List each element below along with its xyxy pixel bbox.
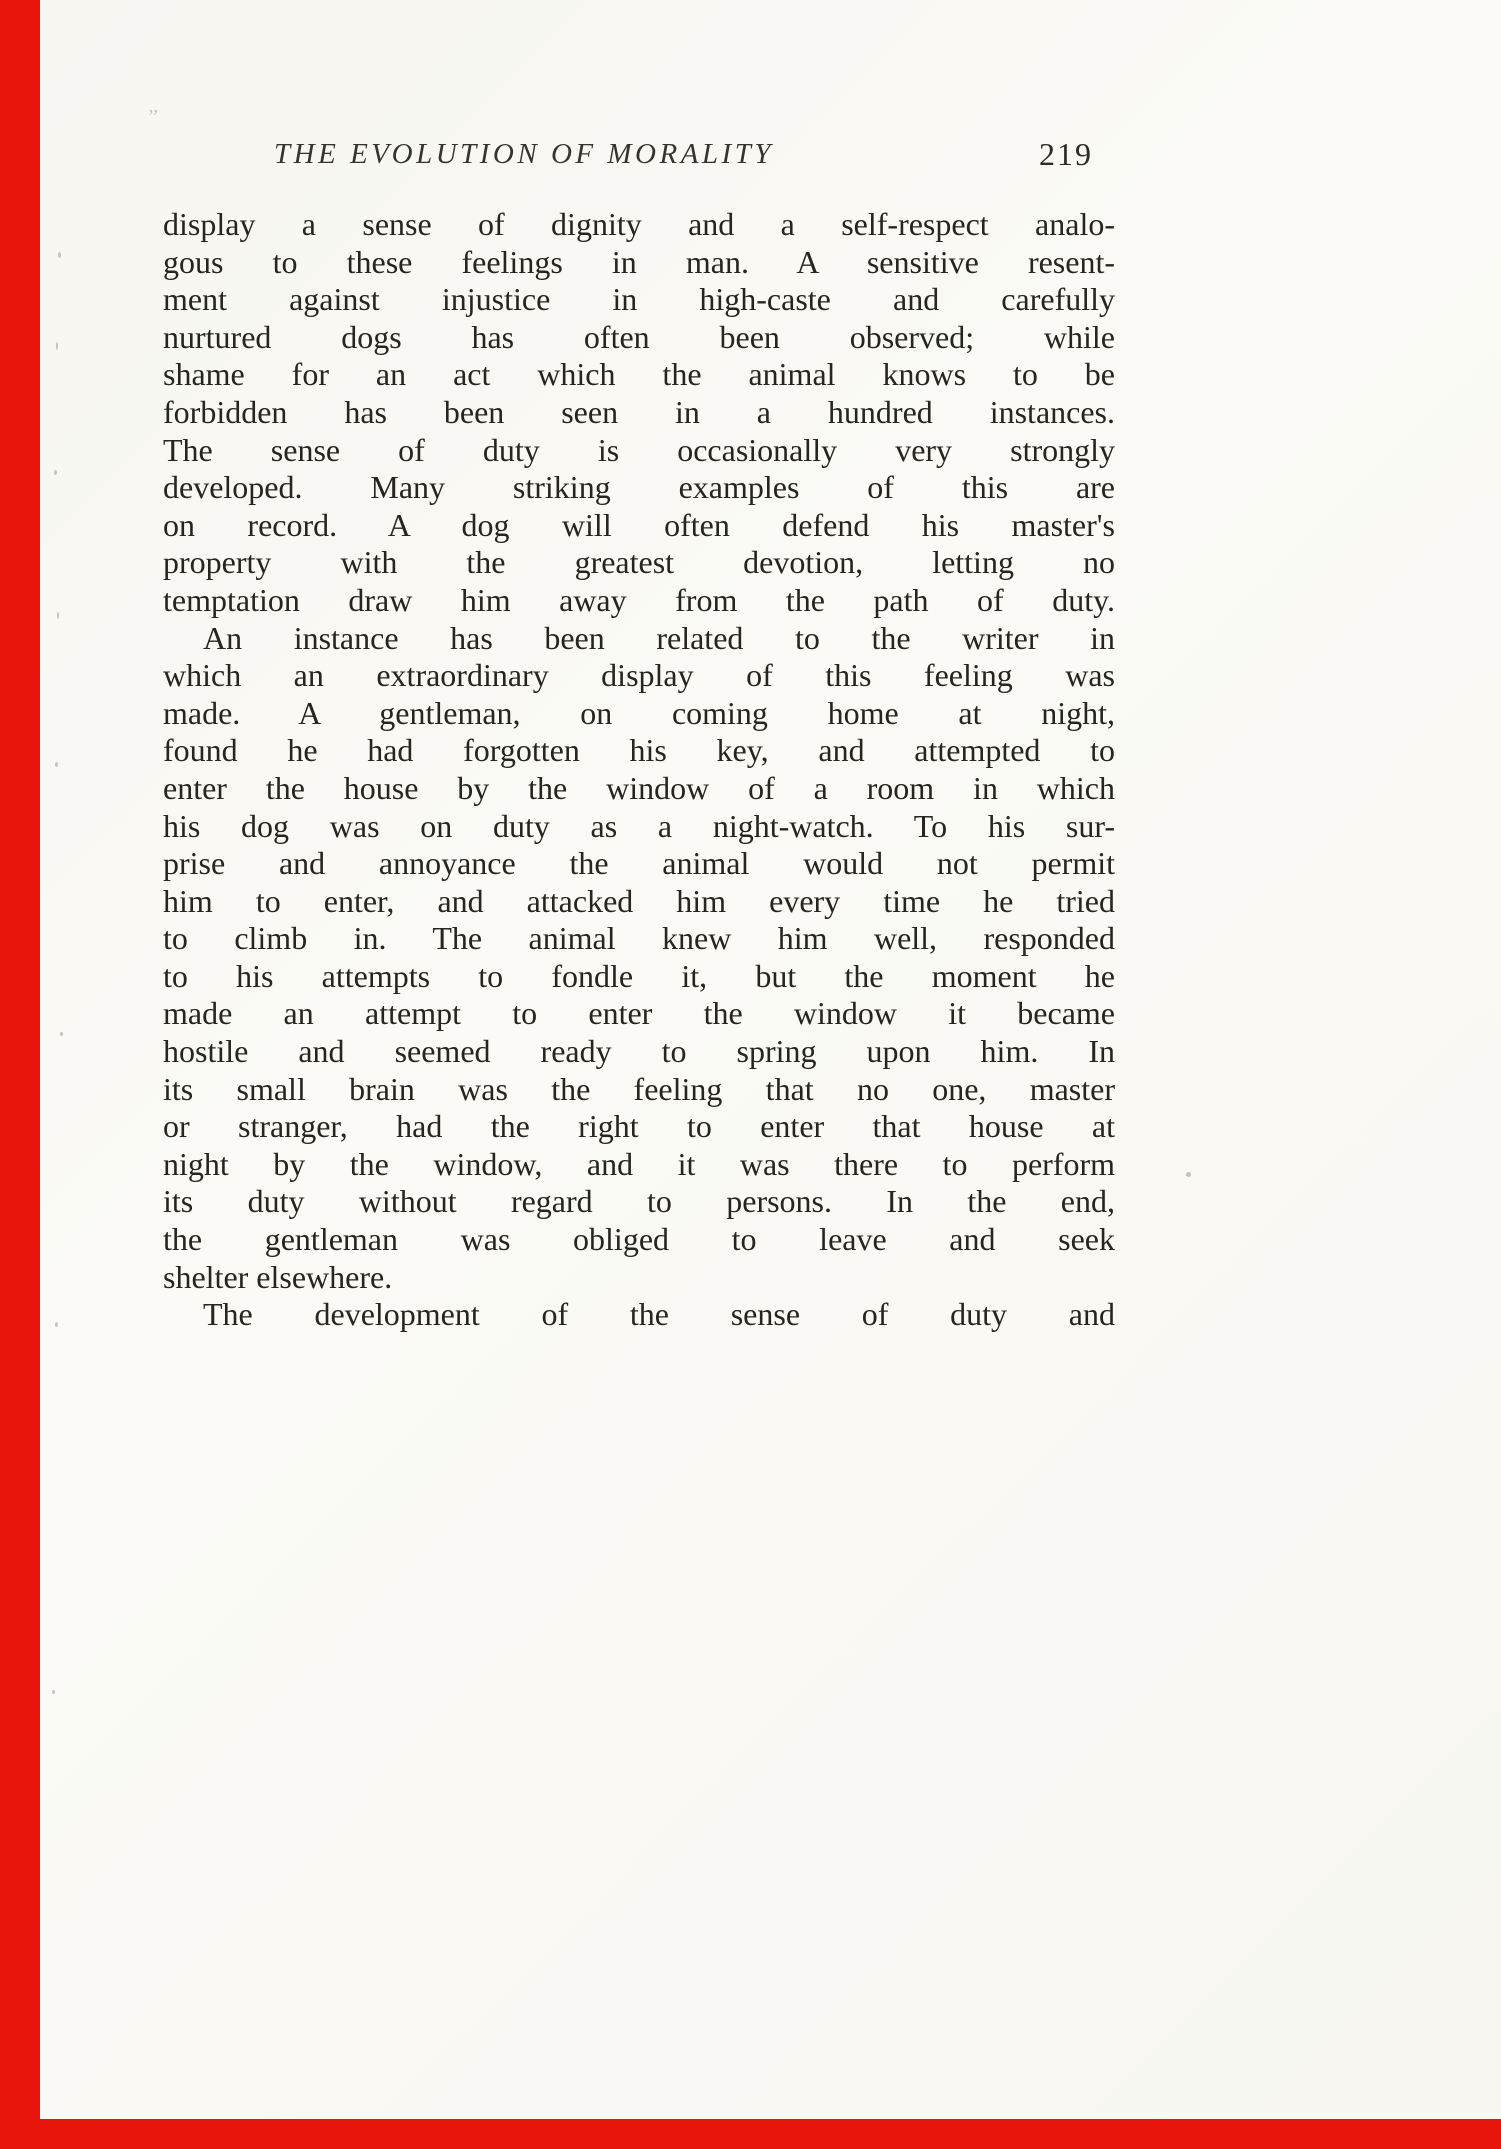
text-line: the gentleman was obliged to leave and seek xyxy=(163,1221,1115,1258)
text-line: An instance has been related to the writer in xyxy=(203,619,1115,656)
text-line: to his attempts to fondle it, but the moment he xyxy=(163,957,1115,994)
text-line: its small brain was the feeling that no one, master xyxy=(163,1070,1115,1107)
scan-speckle xyxy=(55,762,58,767)
text-line: nurtured dogs has often been observed; while xyxy=(163,318,1115,355)
text-line: his dog was on duty as a night-watch. To his sur- xyxy=(163,807,1115,844)
scan-speckle xyxy=(55,1322,58,1327)
paragraph xyxy=(163,620,1115,1297)
running-title: THE EVOLUTION OF MORALITY xyxy=(274,138,774,170)
running-head xyxy=(163,138,1115,182)
scan-speckle xyxy=(56,342,58,350)
text-line: shame for an act which the animal knows to be xyxy=(163,356,1115,393)
text-line: ment against injustice in high-caste and carefully xyxy=(163,281,1115,318)
text-line: forbidden has been seen in a hundred instances. xyxy=(163,393,1115,430)
text-line: him to enter, and attacked him every time he tried xyxy=(163,882,1115,919)
scan-speckle xyxy=(1186,1172,1191,1177)
scan-edge-bottom-strip xyxy=(0,2119,1501,2149)
text-line: night by the window, and it was there to perform xyxy=(163,1145,1115,1182)
text-line: developed. Many striking examples of this are xyxy=(163,469,1115,506)
text-line: The sense of duty is occasionally very strongly xyxy=(163,431,1115,468)
text-line: or stranger, had the right to enter that house at xyxy=(163,1108,1115,1145)
text-line: its duty without regard to persons. In the end, xyxy=(163,1183,1115,1220)
scan-mark: ’’ xyxy=(148,106,159,126)
text-line: on record. A dog will often defend his master's xyxy=(163,506,1115,543)
scan-speckle xyxy=(60,1032,63,1036)
page-number: 219 xyxy=(1039,136,1093,172)
scan-speckle xyxy=(52,1690,55,1694)
text-line: property with the greatest devotion, letting no xyxy=(163,544,1115,581)
text-line: to climb in. The animal knew him well, responded xyxy=(163,920,1115,957)
scan-speckle xyxy=(54,470,57,475)
scan-speckle xyxy=(57,612,59,619)
page-body xyxy=(163,138,1115,1334)
text-block xyxy=(163,206,1115,1334)
text-line: which an extraordinary display of this feeling was xyxy=(163,657,1115,694)
text-line: enter the house by the window of a room in which xyxy=(163,769,1115,806)
text-line: made an attempt to enter the window it became xyxy=(163,995,1115,1032)
text-line: The development of the sense of duty and xyxy=(203,1296,1115,1333)
text-line: display a sense of dignity and a self-respect analo- xyxy=(163,206,1115,242)
text-line: hostile and seemed ready to spring upon him. In xyxy=(163,1033,1115,1070)
text-line: temptation draw him away from the path of duty. xyxy=(163,581,1115,618)
text-line: found he had forgotten his key, and attempted to xyxy=(163,732,1115,769)
scan-edge-left-strip xyxy=(0,0,40,2149)
text-line: gous to these feelings in man. A sensitive resent- xyxy=(163,243,1115,280)
scan-speckle xyxy=(58,252,61,258)
paragraph xyxy=(163,206,1115,620)
text-line: shelter elsewhere. xyxy=(163,1258,393,1295)
text-line: made. A gentleman, on coming home at night, xyxy=(163,694,1115,731)
paragraph xyxy=(163,1296,1115,1334)
text-line: prise and annoyance the animal would not permit xyxy=(163,845,1115,882)
